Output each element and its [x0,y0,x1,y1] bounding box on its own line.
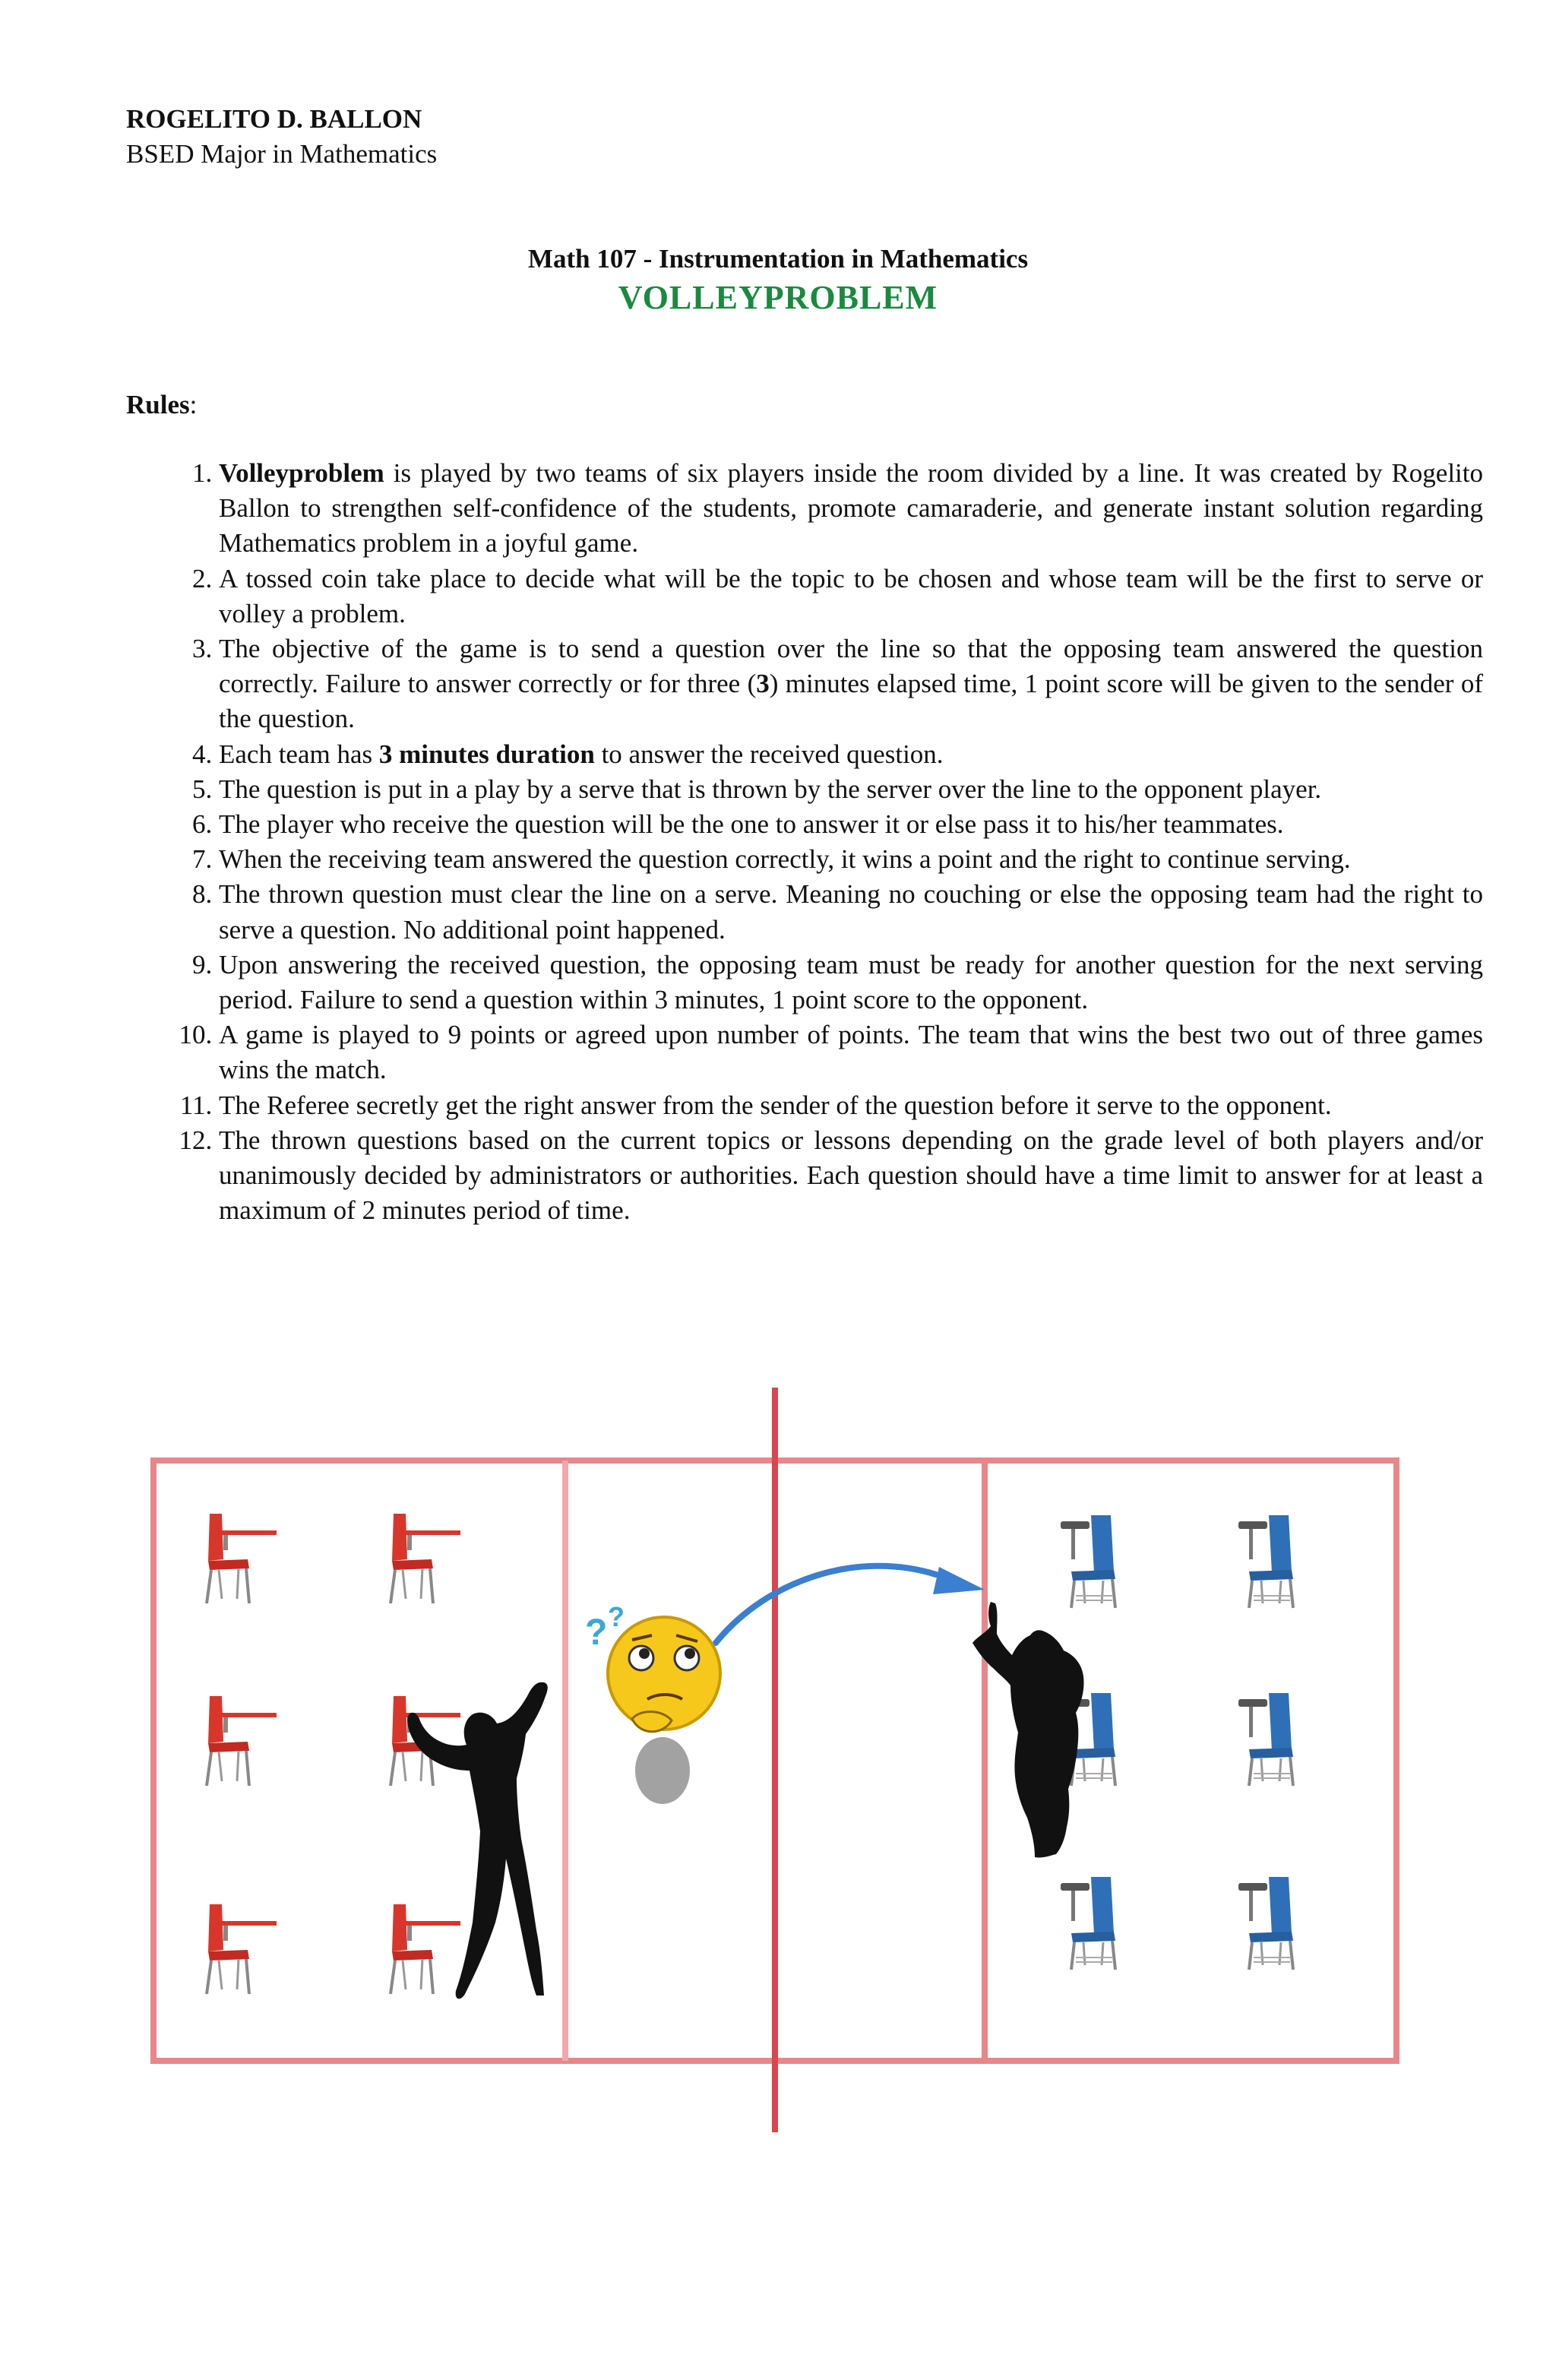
rule-bold: 3 minutes duration [378,739,595,769]
author-program: BSED Major in Mathematics [126,139,438,169]
blue-chair [1061,1877,1115,1970]
rule-text: to answer the received question. [594,739,944,769]
rule-text: A tossed coin take place to decide what will be the topic to be chosen and whose team will be the first to serve or volley a problem. [219,563,1483,628]
rule-text: Upon answering the received question, the opposing team must be ready for another question for the next serving period. Failure to send a question within 3 minutes, 1 point score to the opponent. [219,949,1483,1015]
left-team-chairs [207,1514,460,1994]
emoji-shadow [635,1737,690,1804]
blue-chair [1238,1515,1293,1608]
red-chair [207,1904,277,1994]
rule-bold: Volleyproblem [219,458,384,488]
court-lines [153,1388,1396,2132]
rule-text: The player who receive the question will be the one to answer it or else pass it to his/her teammates. [219,809,1284,840]
document-title: VOLLEYPROBLEM [618,279,938,316]
rule-text: The thrown questions based on the current topics or lessons depending on the grade level of both players and/or unanimously decided by administrators or authorities. Each question should have a time limit to answer for at least a maximum of 2 minutes period of time. [219,1125,1483,1226]
blue-chair [1061,1515,1115,1608]
red-chair [391,1904,460,1994]
red-chair [207,1514,277,1603]
rule-text: Each team has [219,739,379,769]
thinking-emoji [585,1601,720,1804]
author-name: ROGELITO D. BALLON [126,104,422,134]
rule-text: The Referee secretly get the right answer from the sender of the question before it serve to the opponent. [219,1090,1332,1120]
question-mark-icon: ? [585,1613,608,1653]
rule-text: The objective of the game is to send a question over the line so that the opposing team answered the question correctly. Failure to answer correctly or for three ( [219,634,1483,699]
question-mark-icon: ? [608,1601,625,1632]
course-title: Math 107 - Instrumentation in Mathematics [527,244,1029,274]
rules-heading-colon: : [189,390,198,419]
serve-arrow [716,1566,936,1643]
blue-chair [1238,1693,1293,1786]
right-team-chairs [1061,1515,1293,1970]
rule-bold: 3 [756,669,770,699]
rule-text: A game is played to 9 points or agreed upon number of points. The team that wins the best two out of three games wins the match. [219,1020,1483,1085]
receiver-silhouette [972,1602,1084,1858]
rule-text: is played by two teams of six players inside the room divided by a line. It was created by Rogelito Ballon to strengthen self-confidence of the students, promote camaraderie, and generate instant solution regarding Mathematics problem in a joyful game. [219,458,1483,559]
red-chair [391,1514,460,1603]
rules-heading-label: Rules [126,390,190,419]
rule-text: The question is put in a play by a serve that is thrown by the server over the line to the opponent player. [219,774,1322,804]
rule-text: ) minutes elapsed time, 1 point score will be given to the sender of the question. [219,669,1483,734]
rule-text: When the receiving team answered the question correctly, it wins a point and the right to continue serving. [219,844,1351,875]
rule-text: The thrown question must clear the line on a serve. Meaning no couching or else the opposing team had the right to serve a question. No additional point happened. [219,879,1483,945]
arrow-head [933,1567,985,1594]
blue-chair [1238,1877,1293,1970]
emoji-face [608,1617,720,1730]
red-chair [207,1696,277,1786]
